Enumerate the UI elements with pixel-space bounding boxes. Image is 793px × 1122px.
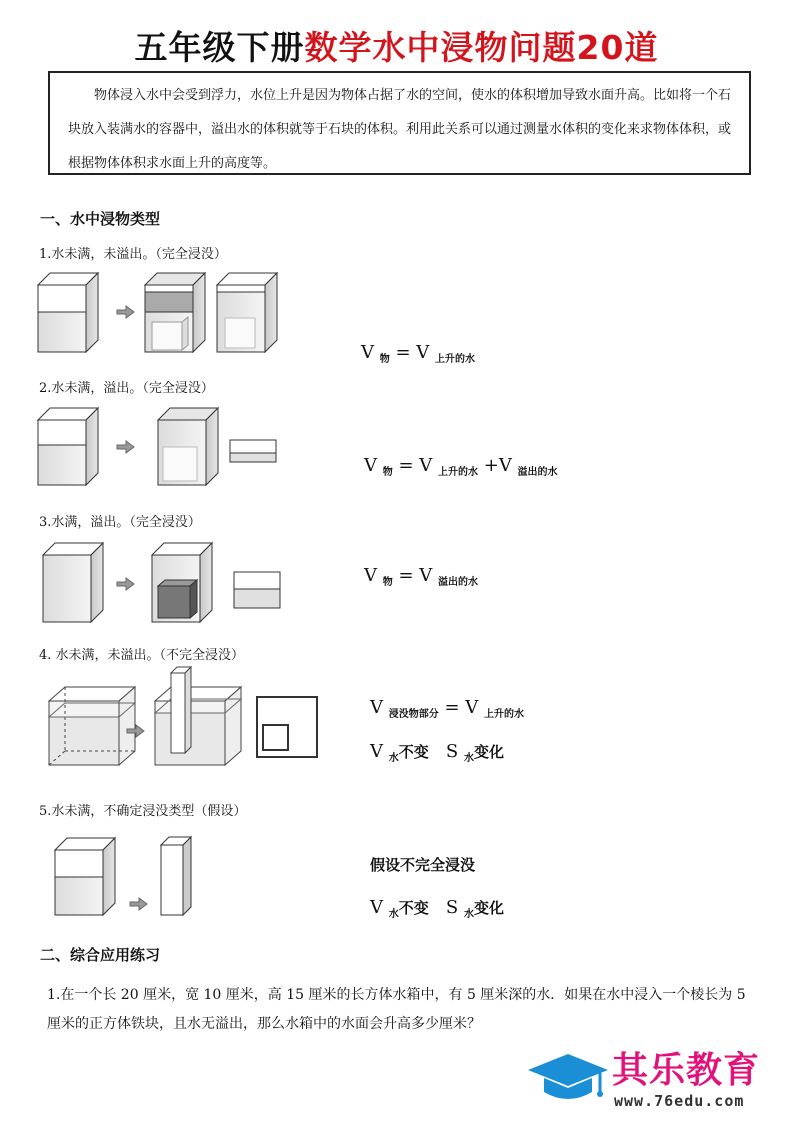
overflow-basin bbox=[234, 572, 280, 608]
case3-label: 3.水满，溢出。（完全浸没） bbox=[39, 515, 201, 530]
case3-formula: V $_物$ = V $_{溢出的水}$ bbox=[364, 565, 478, 588]
case3-diagram bbox=[35, 540, 285, 630]
container-raised-water bbox=[217, 273, 277, 352]
case1-diagram bbox=[35, 270, 295, 360]
overflow-basin bbox=[230, 440, 276, 462]
case2-diagram bbox=[35, 405, 285, 490]
transparent-container bbox=[49, 687, 135, 765]
container-half-water bbox=[38, 408, 98, 485]
logo-name: 其乐教育 bbox=[612, 1050, 761, 1091]
case5-formula2: V $_水$不变 S $_水$变化 bbox=[370, 897, 505, 920]
tall-block bbox=[161, 837, 191, 915]
case5-assume: 假设不完全浸没 bbox=[370, 856, 476, 874]
arrow-icon bbox=[117, 306, 134, 318]
case4-formula2: V $_水$不变 S $_水$变化 bbox=[370, 741, 505, 764]
case5-label: 5.水未满，不确定浸没类型（假设） bbox=[39, 804, 247, 819]
case4-diagram bbox=[35, 665, 330, 775]
section1-heading: 一、水中浸物类型 bbox=[40, 210, 161, 228]
logo-url: www.76edu.com bbox=[614, 1092, 745, 1110]
page-title bbox=[0, 22, 793, 69]
case2-label: 2.水未满，溢出。（完全浸没） bbox=[39, 381, 214, 396]
arrow-icon bbox=[130, 898, 147, 910]
intro-text: 物体浸入水中会受到浮力，水位上升是因为物体占据了水的空间，使水的体积增加导致水面升高。比如将一个石块放入装满水的容器中，溢出水的体积就等于石块的体积。利用此关系可以通过测量水体积的变化来求物体体积，或根据物体体积求水面上升的高度等。 bbox=[68, 88, 732, 171]
container-with-rod bbox=[155, 667, 241, 765]
case4-label: 4. 水未满，未溢出。（不完全浸没） bbox=[39, 648, 245, 663]
case4-formula: V $_{浸没物部分}$ = V $_{上升的水}$ bbox=[370, 697, 524, 720]
title-black-part: 五年级下册 bbox=[134, 28, 305, 67]
container-dark-block bbox=[152, 543, 212, 622]
case5-diagram bbox=[35, 825, 215, 920]
top-view-square bbox=[257, 697, 317, 757]
case1-label: 1.水未满，未溢出。（完全浸没） bbox=[39, 247, 227, 262]
section2-heading: 二、综合应用练习 bbox=[40, 946, 161, 964]
title-red-part: 数学水中浸物问题20道 bbox=[304, 28, 659, 67]
arrow-icon bbox=[117, 578, 134, 590]
case2-formula: V $_物$ = V $_{上升的水}$ +V $_{溢出的水}$ bbox=[364, 455, 558, 478]
container-half-water bbox=[55, 838, 115, 915]
container-overflow bbox=[158, 408, 218, 485]
case1-formula: V $_物$ = V $_{上升的水}$ bbox=[361, 342, 475, 365]
intro-box bbox=[48, 71, 751, 175]
container-half-water bbox=[38, 273, 98, 352]
problem-1: 1.在一个长 20 厘米，宽 10 厘米，高 15 厘米的长方体水箱中，有 5 厘米深的水．如果在水中浸入一个棱长为 5 厘米的正方体铁块，且水无溢出，那么水箱中的水面会升高多少厘米？ bbox=[47, 987, 746, 1032]
container-with-block bbox=[145, 273, 205, 352]
arrow-icon bbox=[117, 441, 134, 453]
container-full-water bbox=[43, 543, 103, 622]
